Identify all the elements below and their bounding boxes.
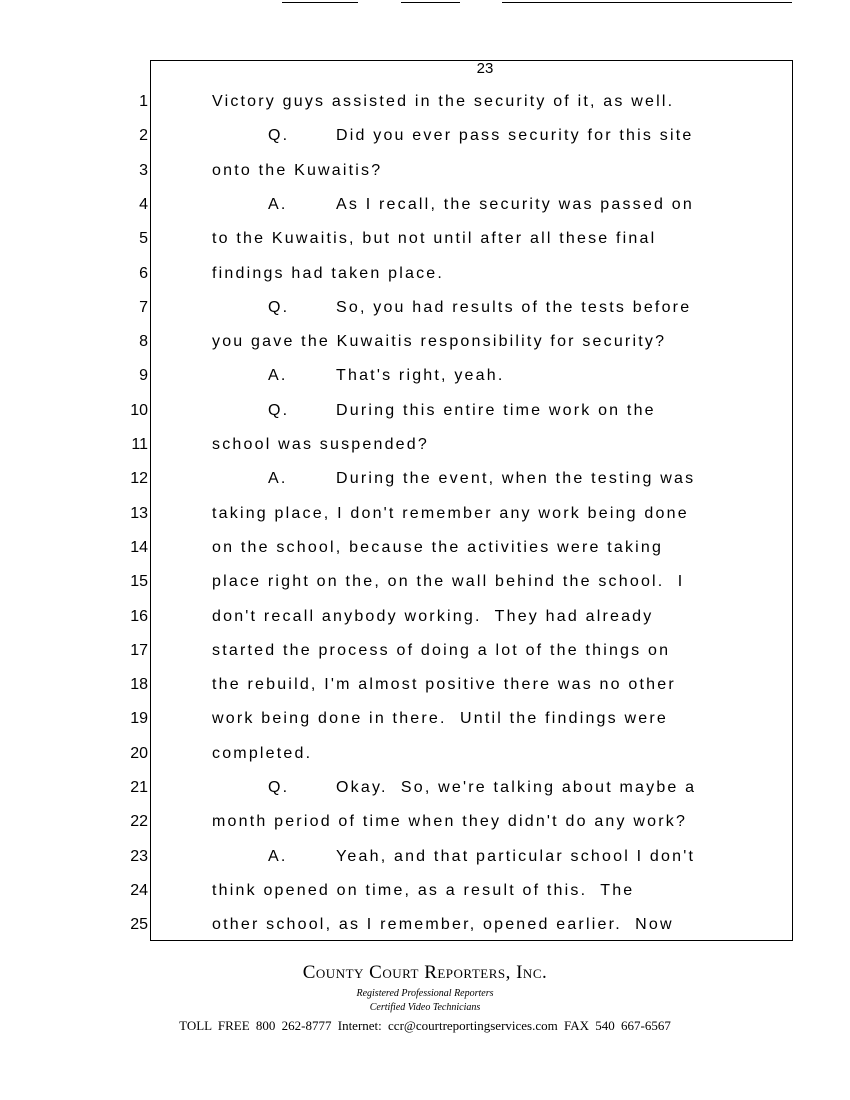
line-number: 12: [130, 470, 148, 488]
line-text: work being done in there. Until the findings were: [212, 710, 668, 728]
line-text: findings had taken place.: [212, 264, 445, 282]
scan-artifact-line: [282, 2, 358, 3]
qa-label: A.: [268, 367, 288, 385]
transcript-line: [0, 127, 850, 151]
transcript-line: [0, 505, 850, 529]
scan-artifact-line: [502, 2, 792, 3]
line-number: 19: [130, 710, 148, 728]
line-number: 14: [130, 538, 148, 556]
line-text: think opened on time, as a result of this. The: [212, 881, 635, 899]
margin-line: [150, 60, 151, 940]
line-number: 10: [130, 401, 148, 419]
transcript-line: [0, 882, 850, 906]
qa-label: Q.: [268, 127, 290, 145]
transcript-line: [0, 196, 850, 220]
transcript-line: [0, 642, 850, 666]
line-text: During the event, when the testing was: [336, 470, 696, 488]
tagline-1: Registered Professional Reporters: [356, 988, 494, 999]
line-text: Victory guys assisted in the security of it, as well.: [212, 93, 675, 110]
transcript-line: [0, 402, 850, 426]
transcript-line: [0, 848, 850, 872]
line-text: As I recall, the security was passed on: [336, 195, 694, 213]
transcript-line: [0, 916, 850, 940]
line-number: 9: [139, 367, 148, 385]
line-text: taking place, I don't remember any work being done: [212, 504, 689, 522]
transcript-line: [0, 813, 850, 837]
line-number: 17: [130, 641, 148, 659]
transcript-line: [0, 162, 850, 186]
company-name: County Court Reporters, Inc.: [302, 962, 548, 983]
qa-label: Q.: [268, 779, 290, 796]
line-text: completed.: [212, 744, 313, 762]
transcript-line: [0, 573, 850, 597]
tagline-2: Certified Video Technicians: [369, 1002, 481, 1013]
line-text: to the Kuwaitis, but not until after all these final: [212, 230, 657, 248]
transcript-line: [0, 779, 850, 803]
line-number: 18: [130, 676, 148, 694]
line-number: 25: [130, 916, 148, 934]
line-text: month period of time when they didn't do any work?: [212, 813, 688, 831]
line-number: 8: [139, 333, 148, 351]
line-number: 15: [130, 573, 148, 591]
line-text: Did you ever pass security for this site: [336, 127, 694, 145]
scan-artifact-line: [401, 2, 460, 3]
qa-label: A.: [268, 847, 288, 865]
transcript-line: [0, 230, 850, 254]
line-number: 23: [130, 847, 148, 865]
line-text: That's right, yeah.: [336, 367, 505, 385]
line-number: 3: [139, 161, 148, 179]
qa-label: A.: [268, 470, 288, 488]
transcript-line: [0, 745, 850, 769]
line-text: on the school, because the activities were taking: [212, 538, 664, 556]
line-text: place right on the, on the wall behind the school. I: [212, 573, 685, 591]
transcript-line: [0, 436, 850, 460]
line-text: other school, as I remember, opened earlier. Now: [212, 916, 674, 934]
line-number: 11: [131, 436, 148, 453]
line-text: onto the Kuwaitis?: [212, 161, 383, 179]
line-number: 21: [130, 779, 148, 796]
transcript-line: [0, 333, 850, 357]
qa-label: A.: [268, 195, 288, 213]
line-number: 1: [139, 93, 148, 110]
line-text: So, you had results of the tests before: [336, 298, 692, 316]
transcript-line: [0, 710, 850, 734]
line-text: you gave the Kuwaitis responsibility for security?: [212, 333, 667, 351]
line-number: 7: [139, 298, 148, 316]
transcript-line: [0, 539, 850, 563]
line-number: 16: [130, 607, 148, 625]
transcript-line: [0, 470, 850, 494]
line-text: During this entire time work on the: [336, 401, 656, 419]
line-number: 20: [130, 744, 148, 762]
line-text: started the process of doing a lot of the things on: [212, 641, 671, 659]
transcript-line: [0, 367, 850, 391]
transcript-line: [0, 608, 850, 632]
qa-label: Q.: [268, 298, 290, 316]
line-number: 13: [130, 504, 148, 522]
line-number: 24: [130, 881, 148, 899]
line-number: 22: [130, 813, 148, 831]
transcript-line: [0, 93, 850, 117]
transcript-line: [0, 676, 850, 700]
line-text: the rebuild, I'm almost positive there was no other: [212, 676, 676, 694]
line-text: Yeah, and that particular school I don't: [336, 847, 696, 865]
line-number: 4: [139, 195, 148, 213]
line-text: school was suspended?: [212, 436, 429, 453]
line-text: Okay. So, we're talking about maybe a: [336, 779, 697, 796]
transcript-line: [0, 299, 850, 323]
line-number: 6: [139, 264, 148, 282]
qa-label: Q.: [268, 401, 290, 419]
page-number: 23: [476, 60, 494, 77]
transcript-frame: [150, 60, 793, 941]
line-number: 2: [139, 127, 148, 145]
transcript-line: [0, 265, 850, 289]
contact-info: TOLL FREE 800 262-8777 Internet: ccr@courtreportingservices.com FAX 540 667-6567: [179, 1018, 671, 1033]
line-number: 5: [139, 230, 148, 248]
line-text: don't recall anybody working. They had already: [212, 607, 654, 625]
